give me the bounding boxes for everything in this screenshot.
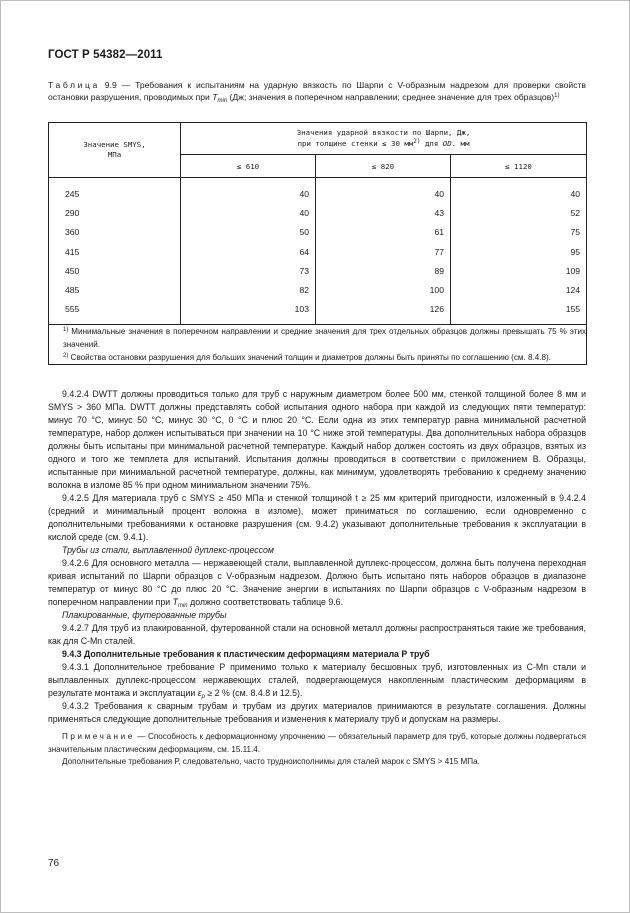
section-heading-9-4-3: 9.4.3 Дополнительные требования к пластическим деформациям материала Р труб (62, 649, 430, 659)
charpy-table (48, 122, 587, 365)
paragraph-9-4-2-5: 9.4.2.5 Для материала труб с SMYS ≥ 450 МПа и стенкой толщиной t ≥ 25 мм критерий пригодности, изложенный в 9.4.2.4 (средний и минимальный процент волокна в изломе), может приниматься по соглашению, если одновременно с дополнительными требованиями к остановке разрушения (см. 9.4.2) указывают дополнительные требования к эксплуатации в кислой среде (см. 9.4.1). (48, 493, 586, 542)
subheader-od-610: ≤ 610 (181, 155, 316, 178)
caption-number: 9.9 (104, 80, 117, 90)
caption-tmin-sub: min (217, 97, 228, 104)
subheading-duplex: Трубы из стали, выплавленной дуплекс-процессом (62, 545, 274, 555)
paragraph-9-4-3-2: 9.4.3.2 Требования к сварным трубам и трубам из других материалов принимаются в результате соглашения. Должны применяться следующие дополнительные требования и изменения к материалу труб и допускам на размеры. (48, 701, 586, 724)
standard-header: ГОСТ Р 54382—2011 (48, 49, 163, 61)
subheader-od-820: ≤ 820 (316, 155, 451, 178)
paragraph-9-4-2-7: 9.4.2.7 Для труб из плакированной, футерованной стали на основной металл должны распространяться такие же требования, как для С-Mn сталей. (48, 623, 586, 646)
table-row: 450 73 89 109 (49, 261, 587, 280)
footnote-2: $^{2)}$ Свойства остановки разрушения для больших значений толщин и диаметров должны быть приняты по соглашению (см. 8.4.8). (63, 353, 551, 363)
note: Примечание — Способность к деформационному упрочнению — обязательный параметр для труб, которые должны подвергаться значительным пластическим деформациям, см. 15.11.4. (48, 732, 586, 754)
table-caption (48, 80, 586, 103)
subheading-clad: Плакированные, футерованные трубы (62, 610, 227, 620)
paragraph-9-4-2-6: 9.4.2.6 Для основного металла — нержавеющей стали, выплавленной дуплекс-процессом, должна быть получена переходная кривая испытаний по Шарпи образцов с V-образным надрезом. Должно быть испытано пять наборов образцов в диапазоне температур от минус 80 °С до плюс 20 °С. Значение энергии в испытаниях по Шарпи образцов с V-образным надрезом в поперечном направлении при $T_{min}$ должно соответствовать таблице 9.6. (48, 558, 586, 609)
table-row: 360 50 61 75 (49, 223, 587, 242)
paragraph-9-4-3-1: 9.4.3.1 Дополнительное требование Р применимо только к материалу бесшовных труб, изготовленных из С-Mn стали и выплавленных дуплекс-процессом нержавеющих сталей, подвергающемуся накопленным пластическим деформациям в результате монтажа и эксплуатации $\varepsilon_p \ge 2$ % (см. 8.4.8 и 12.5). (48, 662, 586, 700)
table-row: 485 82 100 124 (49, 280, 587, 299)
table-row: 245 40 40 40 (49, 184, 587, 203)
caption-sup: 1) (554, 92, 560, 99)
note-continuation: Дополнительные требования Р, следовательно, часто трудноисполнимы для сталей марок с SMYS > 415 МПа. (62, 757, 480, 766)
caption-text-a: — Требования к испытаниям на ударную вязкость по Шарпи с V-образным надрезом для проверки свойств остановки разрушения, проводимых при (48, 80, 586, 102)
col-header-smys: Значение SMYS, МПа (49, 123, 181, 178)
page-number: 76 (48, 858, 60, 869)
table-row: 290 40 43 52 (49, 203, 587, 222)
paragraph-9-4-2-4: 9.4.2.4 DWTT должны проводиться только для труб с наружным диаметром более 500 мм, стенкой толщиной более 8 мм и SMYS > 360 МПа. DWTT должны представлять собой испытания одного набора при каждой из следующих пяти температур: минус 70 °С, минус 50 °С, минус 30 °С, 0 °С и плюс 20 °С. Если одна из этих температур равна минимальной расчетной температуре, набор должен испытываться при значении на 10 °С ниже этой температуры. Два дополнительных набора образцов должны быть испытаны при минимальной расчетной температуре. Каждый набор должен состоять из двух образцов, взятых из одного и того же темплета для испытаний. Испытания должны проводиться в соответствии с приложением В. Образцы, испытанные при минимальной расчетной температуре, должны, как минимум, удовлетворять требованию к среднему значению волокна в изломе 85 % при одном минимальном значении 75%. (48, 389, 586, 490)
caption-text-b: (Дж; значения в поперечном направлении; среднее значение для трех образцов) (227, 91, 555, 102)
table-footnotes (49, 325, 587, 365)
body-text (48, 388, 586, 769)
caption-tmin: T (212, 91, 218, 102)
caption-label: Таблица (48, 80, 100, 90)
table-row: 415 64 77 95 (49, 242, 587, 261)
table-row: 555 103 126 155 (49, 300, 587, 319)
col-group-header: Значения ударной вязкости по Шарпи, Дж, при толщине стенки ≤ 30 $мм^{2)}$ для OD. мм (181, 123, 587, 155)
subheader-od-1120: ≤ 1120 (451, 155, 587, 178)
footnote-1: $^{1)}$ Минимальные значения в поперечном направлении и средние значения для трех отдельных образцов должны превышать 75 % этих значений. (63, 327, 587, 350)
